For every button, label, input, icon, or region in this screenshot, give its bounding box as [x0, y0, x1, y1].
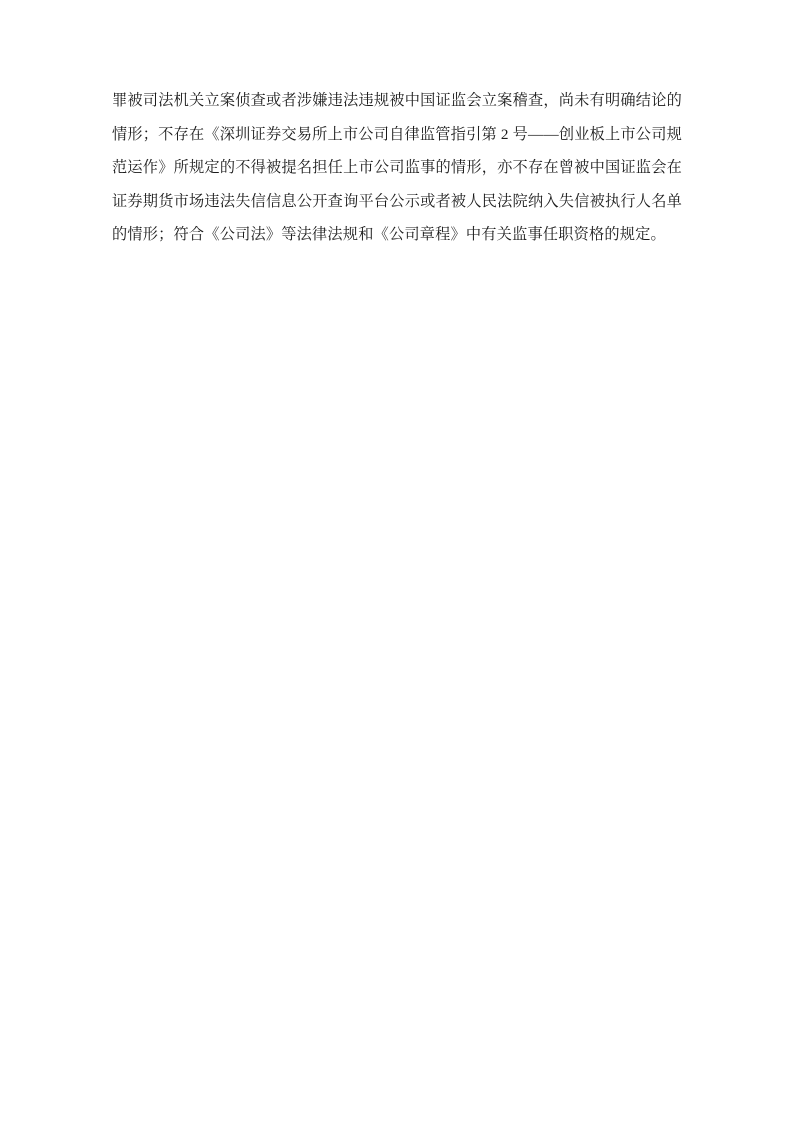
body-paragraph: 罪被司法机关立案侦查或者涉嫌违法违规被中国证监会立案稽查，尚未有明确结论的情形；不存在《深圳证券交易所上市公司自律监管指引第 2 号——创业板上市公司规范运作》所规定的不得被提名担任上市公司监事的情形，亦不存在曾被中国证监会在证券期货市场违法失信信息公开查询平台公示或者被人民法院纳入失信被执行人名单的情形；符合《公司法》等法律法规和《公司章程》中有关监事任职资格的规定。	[112, 92, 682, 243]
empty-page-area	[112, 300, 682, 1080]
document-body	[112, 84, 682, 252]
